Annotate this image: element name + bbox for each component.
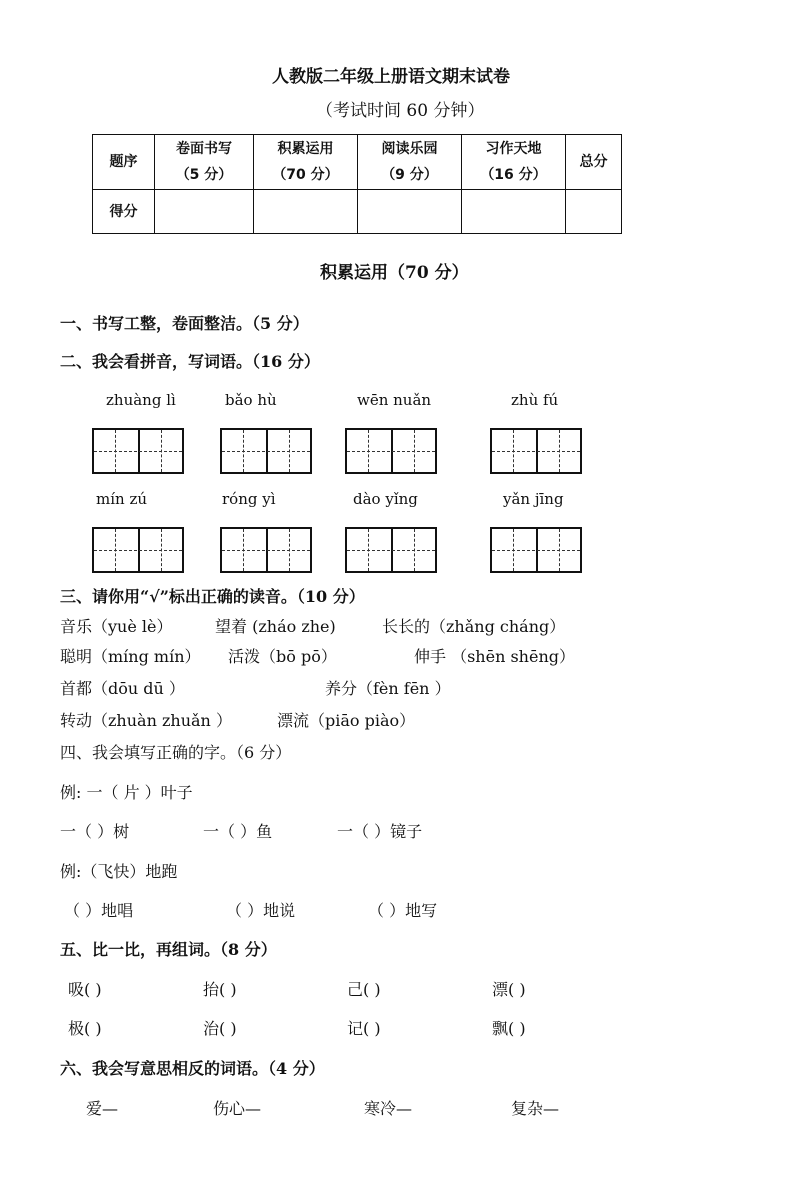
question-5-title: 五、比一比，再组词。（8 分） (60, 940, 277, 959)
score-head-label: 阅读乐园 (381, 141, 438, 157)
pronunciation-item[interactable]: 聪明（míng mín） (60, 647, 201, 666)
writing-grid[interactable] (345, 527, 437, 573)
antonym-item[interactable]: 复杂— (511, 1099, 560, 1118)
fill-blank-item[interactable]: （ ）地说 (226, 901, 296, 920)
pinyin-label: zhuàng lì (106, 391, 176, 409)
pronunciation-item[interactable]: 转动（zhuàn zhuǎn ） (60, 711, 232, 730)
pinyin-label: zhù fú (511, 391, 559, 409)
pronunciation-item[interactable]: 养分（fèn fēn ） (325, 679, 451, 698)
score-head-cell (254, 135, 358, 190)
pronunciation-item[interactable]: 漂流（piāo piào） (277, 711, 416, 730)
score-head-label: 积累运用 (277, 141, 334, 157)
score-head-cell (358, 135, 462, 190)
score-head-points: （70 分） (272, 167, 339, 183)
pronunciation-item[interactable]: 活泼（bō pō） (228, 647, 337, 666)
writing-grid[interactable] (490, 428, 582, 474)
word-pair-item[interactable]: 治( ) (203, 1019, 237, 1038)
score-head-cell (93, 135, 155, 190)
pinyin-label: mín zú (96, 490, 148, 508)
pinyin-label: wēn nuǎn (357, 391, 432, 409)
antonym-item[interactable]: 寒冷— (364, 1099, 413, 1118)
question-4-title: 四、我会填写正确的字。（6 分） (60, 743, 292, 762)
word-pair-item[interactable]: 记( ) (347, 1019, 381, 1038)
page-title: 人教版二年级上册语文期末试卷 (272, 67, 510, 87)
part-title: 积累运用（70 分） (320, 263, 469, 283)
exam-duration: （考试时间 60 分钟） (316, 101, 485, 121)
score-head-points: （9 分） (381, 167, 438, 183)
pinyin-label: yǎn jīng (503, 490, 564, 508)
score-table (92, 134, 622, 234)
score-input-cell[interactable] (462, 190, 566, 234)
fill-blank-item[interactable]: 一（ ）树 (60, 822, 130, 841)
question-1-title: 一、书写工整，卷面整洁。（5 分） (60, 314, 309, 333)
fill-blank-item[interactable]: 一（ ）鱼 (203, 822, 273, 841)
example-line: 例:（飞快）地跑 (60, 862, 178, 881)
score-head-label: 题序 (109, 154, 138, 170)
writing-grid[interactable] (92, 428, 184, 474)
score-row-label: 得分 (93, 190, 155, 234)
writing-grid[interactable] (220, 428, 312, 474)
fill-blank-item[interactable]: 一（ ）镜子 (337, 822, 423, 841)
word-pair-item[interactable]: 抬( ) (203, 980, 237, 999)
pinyin-label: bǎo hù (225, 391, 277, 409)
pronunciation-item[interactable]: 首都（dōu dū ） (60, 679, 185, 698)
pronunciation-item[interactable]: 望着 (zháo zhe) (215, 617, 336, 636)
pinyin-label: róng yì (222, 490, 276, 508)
antonym-item[interactable]: 伤心— (213, 1099, 262, 1118)
example-line: 例: 一（ 片 ）叶子 (60, 783, 193, 802)
word-pair-item[interactable]: 漂( ) (492, 980, 526, 999)
question-2-title: 二、我会看拼音，写词语。（16 分） (60, 352, 320, 371)
score-head-cell (566, 135, 622, 190)
score-head-label: 习作天地 (485, 141, 542, 157)
writing-grid[interactable] (345, 428, 437, 474)
score-head-label: 卷面书写 (176, 141, 232, 157)
fill-blank-item[interactable]: （ ）地唱 (64, 901, 134, 920)
score-head-cell (462, 135, 566, 190)
score-input-cell[interactable] (155, 190, 254, 234)
score-head-points: （16 分） (480, 167, 547, 183)
pinyin-label: dào yǐng (353, 490, 418, 508)
pronunciation-item[interactable]: 伸手 （shēn shēng） (414, 647, 575, 666)
pronunciation-item[interactable]: 长长的（zhǎng cháng） (382, 617, 566, 636)
antonym-item[interactable]: 爱— (86, 1099, 119, 1118)
word-pair-item[interactable]: 飘( ) (492, 1019, 526, 1038)
word-pair-item[interactable]: 极( ) (68, 1019, 102, 1038)
writing-grid[interactable] (490, 527, 582, 573)
score-head-label: 总分 (579, 154, 608, 170)
score-head-cell (155, 135, 254, 190)
score-input-cell[interactable] (254, 190, 358, 234)
score-input-cell[interactable] (566, 190, 622, 234)
fill-blank-item[interactable]: （ ）地写 (368, 901, 438, 920)
score-input-cell[interactable] (358, 190, 462, 234)
word-pair-item[interactable]: 吸( ) (68, 980, 102, 999)
score-head-points: （5 分） (175, 167, 233, 183)
question-3-title: 三、请你用“√”标出正确的读音。（10 分） (60, 587, 365, 606)
writing-grid[interactable] (92, 527, 184, 573)
pronunciation-item[interactable]: 音乐（yuè lè） (60, 617, 173, 636)
question-6-title: 六、我会写意思相反的词语。（4 分） (60, 1059, 325, 1078)
word-pair-item[interactable]: 己( ) (347, 980, 381, 999)
writing-grid[interactable] (220, 527, 312, 573)
